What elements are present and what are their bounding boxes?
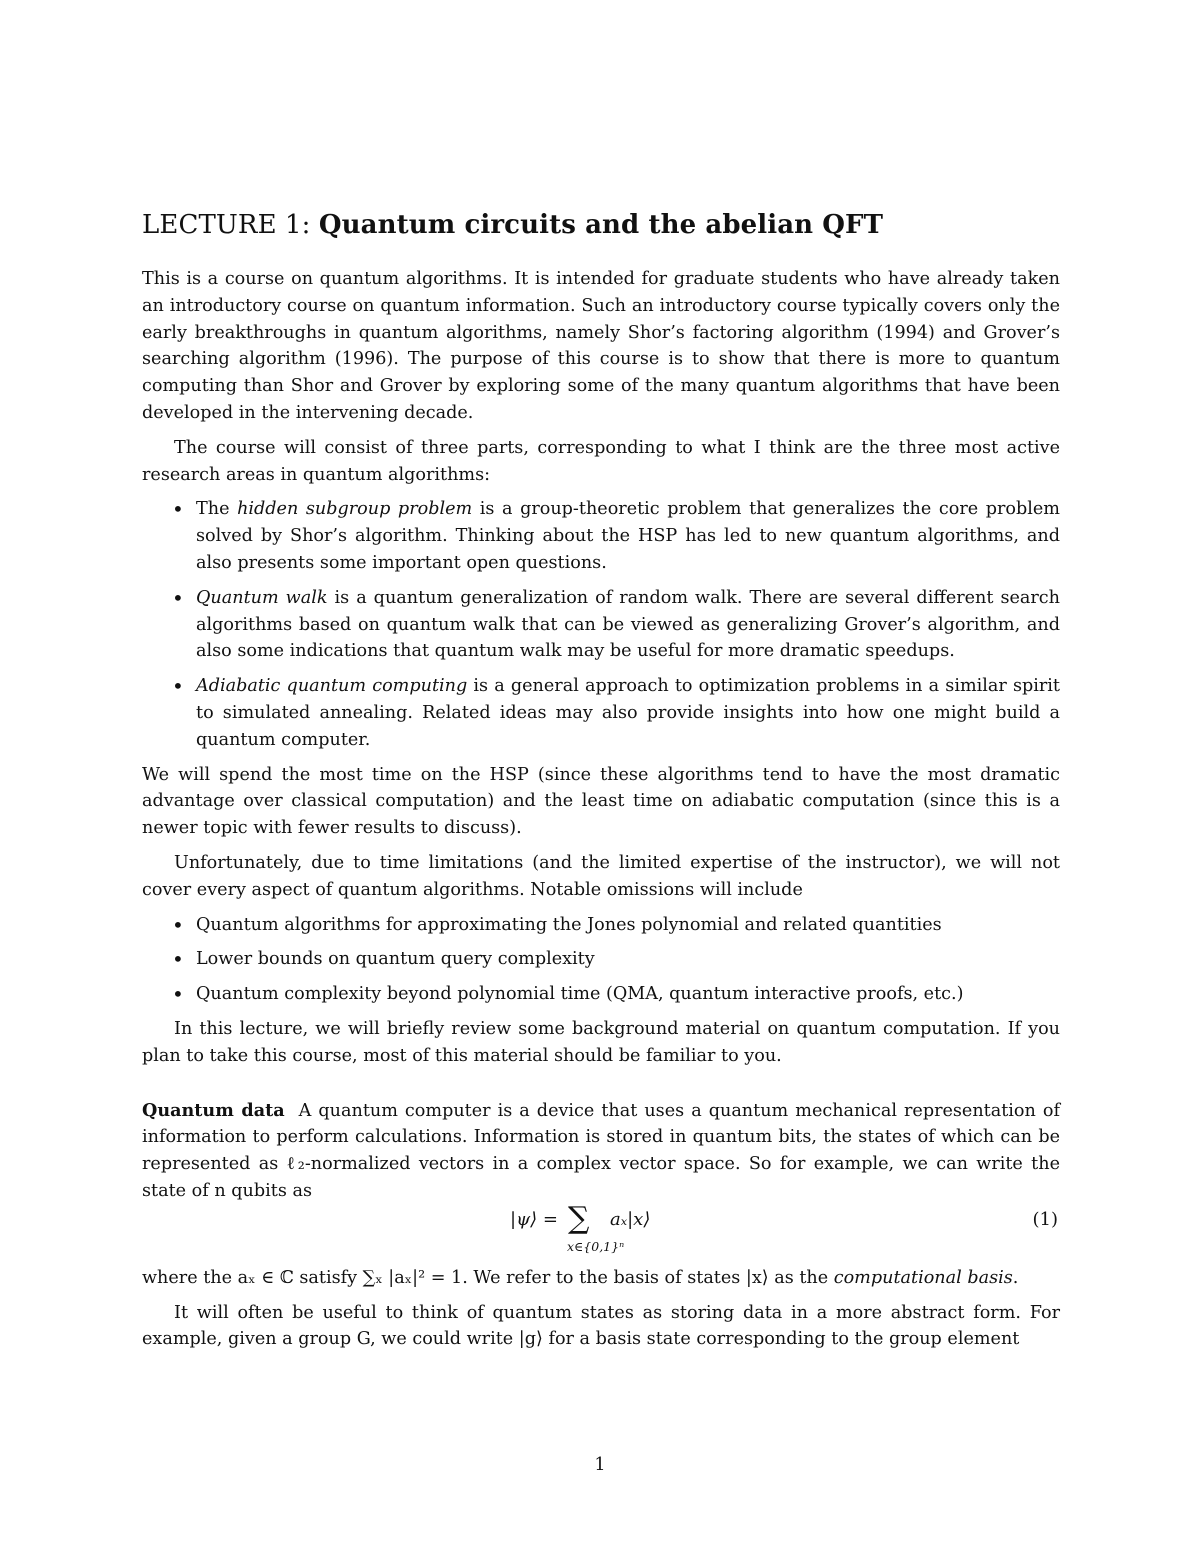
list-item: • Quantum complexity beyond polynomial time (QMA, quantum interactive proofs, etc.) [142, 981, 1060, 1008]
omissions-intro-paragraph: Unfortunately, due to time limitations (and the limited expertise of the instructor), we will not cover every aspect of quantum algorithms. Notable omissions will include [142, 852, 1060, 900]
term: Adiabatic quantum computing [196, 676, 468, 697]
page-content [142, 210, 1060, 1353]
list-item: • The hidden subgroup problem is a group-theoretic problem that generalizes the core problem solved by Shor’s algorithm. Thinking about the HSP has led to new quantum algorithms, and also presents some important open questions. [142, 496, 1060, 576]
list-item: • Quantum algorithms for approximating the Jones polynomial and related quantities [142, 912, 1060, 939]
equation-rhs: aₓ|x⟩ [610, 1208, 651, 1230]
list-item: • Adiabatic quantum computing is a general approach to optimization problems in a similar spirit to simulated annealing. Related ideas may also provide insights into how one might build a quantum computer. [142, 673, 1060, 753]
equation-number: (1) [1032, 1208, 1058, 1230]
omissions-list [142, 912, 1060, 1008]
parts-intro-paragraph: The course will consist of three parts, corresponding to what I think are the three most active research areas in quantum algorithms: [142, 437, 1060, 485]
section-heading: Quantum data [142, 1099, 285, 1121]
list-item: • Quantum walk is a quantum generalization of random walk. There are several different search algorithms based on quantum walk that can be viewed as generalizing Grover’s algorithm, and also some indications that quantum walk may be useful for more dramatic speedups. [142, 585, 1060, 665]
lecture-note-paragraph: In this lecture, we will briefly review some background material on quantum computation. If you plan to take this course, most of this material should be familiar to you. [142, 1018, 1060, 1066]
closing-paragraph: It will often be useful to think of quantum states as storing data in a more abstract form. For example, given a group G, we could write |g⟩ for a basis state corresponding to the group element [142, 1302, 1060, 1350]
term: hidden subgroup problem [237, 499, 473, 520]
list-item: • Lower bounds on quantum query complexity [142, 946, 1060, 973]
after-equation-paragraph: where the aₓ ∈ ℂ satisfy ∑ₓ |aₓ|² = 1. We refer to the basis of states |x⟩ as the computational basis. [142, 1267, 1019, 1288]
section-text: A quantum computer is a device that uses a quantum mechanical representation of information to perform calculations. Information is stored in quantum bits, the states of which can be represented as ℓ₂-normalized vectors in a complex vector space. So for example, we can write the state of n qubits as [142, 1100, 1060, 1201]
page-number: 1 [594, 1455, 606, 1475]
equation-1 [142, 1200, 1060, 1265]
equation-lhs: |ψ⟩ = [510, 1208, 559, 1230]
quantum-data-paragraph [142, 1098, 1060, 1205]
term: computational basis [833, 1267, 1013, 1288]
term: Quantum walk [196, 587, 328, 608]
intro-paragraph: This is a course on quantum algorithms. It is intended for graduate students who have already taken an introductory course on quantum information. Such an introductory course typically covers only the early breakthroughs in quantum algorithms, namely Shor’s factoring algorithm (1994) and Grover’s searching algorithm (1996). The purpose of this course is to show that there is more to quantum computing than Shor and Grover by exploring some of the many quantum algorithms that have been developed in the intervening decade. [142, 269, 1060, 423]
time-note-paragraph: We will spend the most time on the HSP (since these algorithms tend to have the most dramatic advantage over classical computation) and the least time on adiabatic computation (since this is a newer topic with fewer results to discuss). [142, 764, 1060, 839]
title-text: Quantum circuits and the abelian QFT [318, 210, 884, 240]
parts-list [142, 496, 1060, 753]
sum-symbol: ∑ [568, 1200, 590, 1236]
page-title [142, 210, 1060, 240]
title-prefix: LECTURE 1: [142, 210, 311, 240]
sum-subscript: x∈{0,1}ⁿ [567, 1238, 625, 1254]
